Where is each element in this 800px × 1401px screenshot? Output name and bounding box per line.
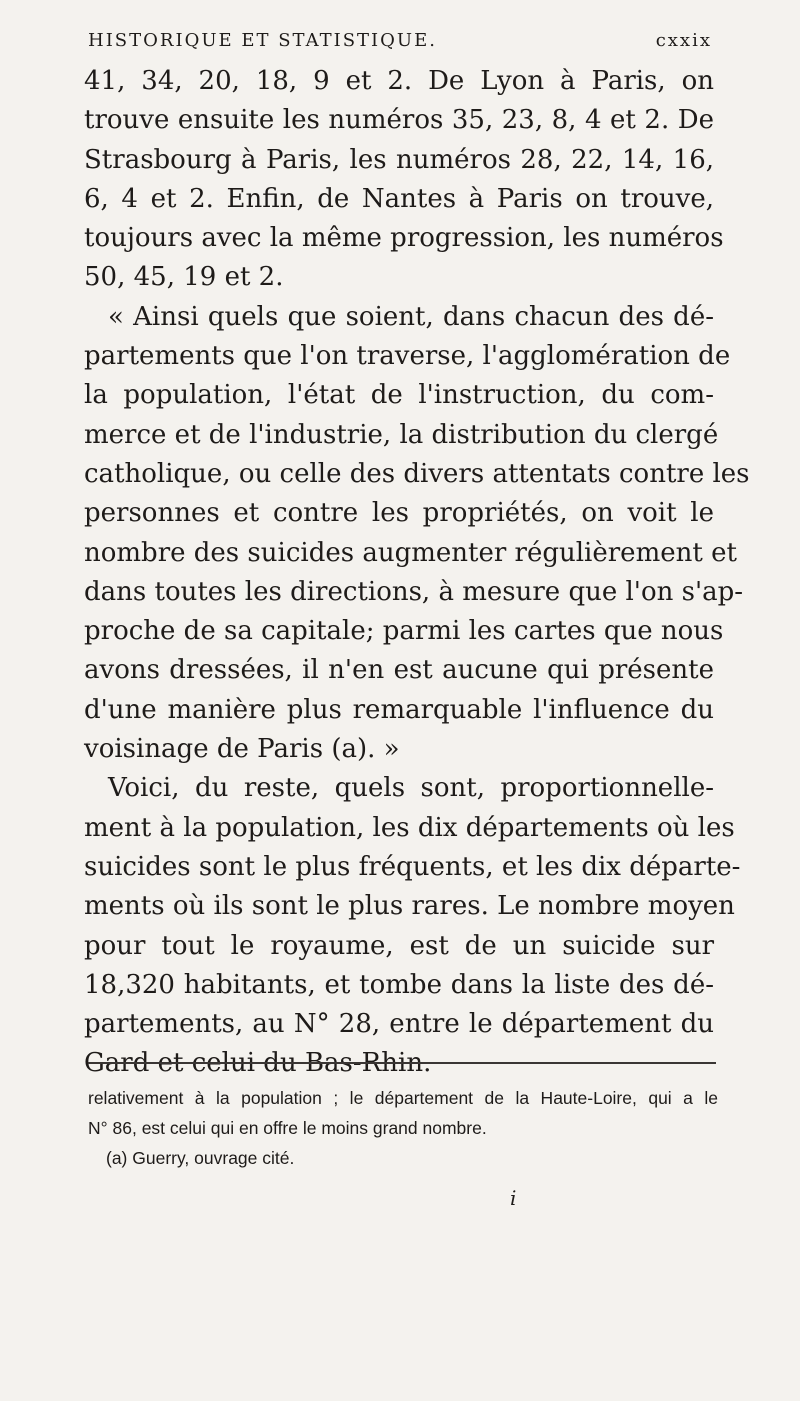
text-line: 6, 4 et 2. Enfin, de Nantes à Paris on trouve, — [84, 183, 714, 214]
body-text — [84, 62, 750, 1084]
text-line: ment à la population, les dix départements où les — [84, 812, 735, 843]
footnotes — [88, 1083, 718, 1173]
footnote-line: N° 86, est celui qui en offre le moins grand nombre. — [88, 1118, 487, 1138]
text-line: suicides sont le plus fréquents, et les dix départe- — [84, 851, 741, 882]
text-line: 41, 34, 20, 18, 9 et 2. De Lyon à Paris, on — [84, 66, 714, 96]
text-line: personnes et contre les propriétés, on voit le — [84, 498, 714, 529]
text-line: partements que l'on traverse, l'agglomération de — [84, 341, 731, 372]
text-line: trouve ensuite les numéros 35, 23, 8, 4 et 2. De — [84, 105, 714, 136]
text-line: 50, 45, 19 et 2. — [84, 262, 284, 293]
text-line: pour tout le royaume, est de un suicide sur — [84, 930, 714, 961]
text-line: ments où ils sont le plus rares. Le nombre moyen — [84, 891, 735, 922]
text-line: d'une manière plus remarquable l'influence du — [84, 694, 714, 725]
signature-mark: i — [510, 1186, 517, 1210]
page-number: cxxix — [655, 30, 712, 51]
text-line: 18,320 habitants, et tombe dans la liste des dé- — [84, 969, 714, 1000]
text-line: Gard et celui du Bas-Rhin. — [84, 1048, 432, 1079]
text-line: voisinage de Paris (a). » — [84, 734, 400, 765]
running-head-title: HISTORIQUE ET STATISTIQUE. — [88, 30, 437, 51]
text-line: nombre des suicides augmenter régulièrement et — [84, 537, 737, 568]
text-line: partements, au N° 28, entre le département du — [84, 1009, 714, 1040]
footnote-line: relativement à la population ; le département de la Haute-Loire, qui a le — [88, 1088, 718, 1108]
text-line: proche de sa capitale; parmi les cartes que nous — [84, 616, 724, 647]
text-line: « Ainsi quels que soient, dans chacun des dé- — [108, 301, 714, 332]
text-line: catholique, ou celle des divers attentats contre les — [84, 458, 750, 489]
text-line: dans toutes les directions, à mesure que l'on s'ap- — [84, 576, 744, 607]
text-line: la population, l'état de l'instruction, du com- — [84, 380, 714, 411]
footnote-line: (a) Guerry, ouvrage cité. — [106, 1148, 295, 1168]
text-line: avons dressées, il n'en est aucune qui présente — [84, 655, 714, 686]
text-line: toujours avec la même progression, les numéros — [84, 223, 724, 254]
text-line: Voici, du reste, quels sont, proportionnelle- — [108, 773, 714, 804]
text-line: merce et de l'industrie, la distribution du clergé — [84, 419, 719, 450]
text-line: Strasbourg à Paris, les numéros 28, 22, 14, 16, — [84, 144, 714, 175]
running-head — [88, 22, 712, 54]
footnote-divider — [88, 1062, 716, 1064]
